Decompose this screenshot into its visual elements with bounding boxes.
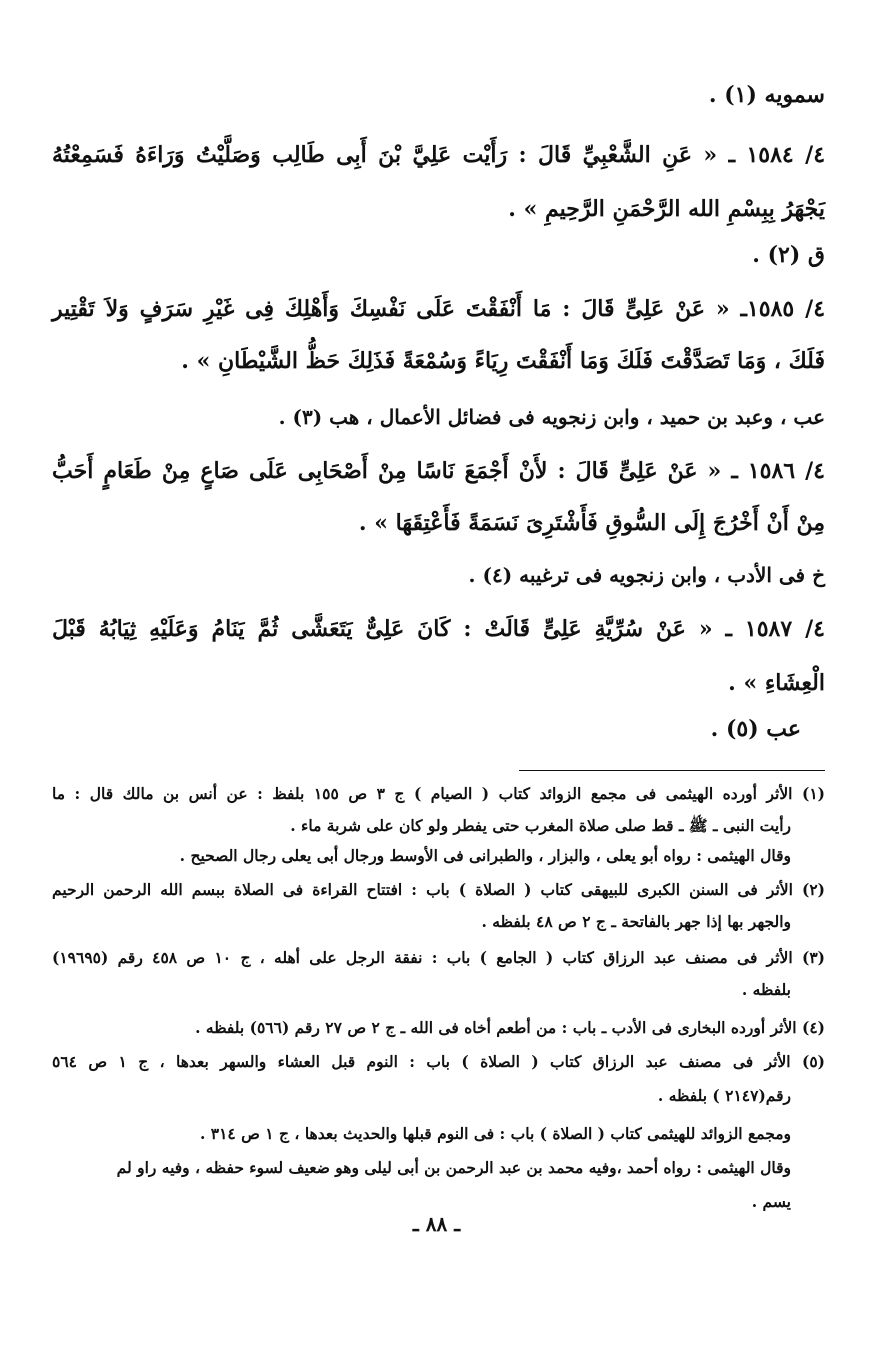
footnote-1: (١) الأثر أورده الهيثمى فى مجمع الزوائد كتاب ( الصيام ) ج ٣ ص ١٥٥ بلفظ : عن أنس بن مالك قال : ما (52, 784, 825, 803)
hadith-1586-line-2: مِنْ أَنْ أَخْرُجَ إِلَى السُّوقِ فَأَشْتَرِىَ نَسَمَةً فَأَعْتِقَهَا » . (358, 510, 825, 536)
footnote-3-cont: بلفظه . (741, 980, 791, 999)
hadith-1585-line-1: ٤/ ١٥٨٥ـ « عَنْ عَلِىٍّ قَالَ : مَا أَنْفَقْتَ عَلَى نَفْسِكَ وَأَهْلِكَ فِى غَيْرِ سَرَفٍ وَلاَ تَقْتِير (52, 296, 826, 322)
source-line: عب (٥) . (710, 716, 801, 742)
footnote-1-cont: وقال الهيثمى : رواه أبو يعلى ، والبزار ، والطبرانى فى الأوسط ورجال أبى يعلى رجال الصحيح . (179, 846, 791, 865)
footnote-3: (٣) الأثر فى مصنف عبد الرزاق كتاب ( الجامع ) باب : نفقة الرجل على أهله ، ج ١٠ ص ٤٥٨ رقم (١٩٦٩٥) (52, 948, 825, 967)
footnote-1-cont: رأيت النبى ـ ﷺ ـ قط صلى صلاة المغرب حتى يفطر ولو كان على شربة ماء . (290, 816, 791, 835)
footnote-5-cont: وقال الهيثمى : رواه أحمد ،وفيه محمد بن عبد الرحمن بن أبى ليلى وهو ضعيف لسوء حفظه ، وفيه راو لم (116, 1158, 791, 1177)
footnote-separator (519, 770, 825, 771)
footnote-2: (٢) الأثر فى السنن الكبرى للبيهقى كتاب ( الصلاة ) باب : افتتاح القراءة فى الصلاة ببسم الله الرحمن الرحيم (52, 880, 825, 899)
hadith-1584-line-1: ٤/ ١٥٨٤ ـ « عَنِ الشَّعْبِيِّ قَالَ : رَأَيْت عَلِيَّ بْنَ أَبِى طَالِب وَصَلَّيْتُ وَرَاءَهُ فَسَمِعْتُهُ (52, 142, 826, 168)
footnote-4: (٤) الأثر أورده البخارى فى الأدب ـ باب : من أطعم أخاه فى الله ـ ج ٢ ص ٢٧ رقم (٥٦٦) بلفظه . (195, 1018, 825, 1037)
page-content (52, 80, 825, 1361)
hadith-1587-line-1: ٤/ ١٥٨٧ ـ « عَنْ سُرِّيَّةِ عَلِىٍّ قَالَتْ : كَانَ عَلِىٌّ يَتَعَشَّى ثُمَّ يَنَامُ وَعَلَيْهِ ثِيَابُهُ قَبْلَ (52, 616, 825, 642)
page-number: ـ ٨٨ ـ (412, 1212, 461, 1236)
footnote-2-cont: والجهر بها إذا جهر بالفاتحة ـ ج ٢ ص ٤٨ بلفظه . (481, 912, 791, 931)
source-line: خ فى الأدب ، وابن زنجويه فى ترغيبه (٤) . (468, 563, 825, 587)
footnote-5-cont: رقم(٢١٤٧ ) بلفظه . (657, 1086, 791, 1105)
hadith-1586-line-1: ٤/ ١٥٨٦ ـ « عَنْ عَلِىٍّ قَالَ : لأَنْ أَجْمَعَ نَاسًا مِنْ أَصْحَابِى عَلَى صَاعٍ مِنْ طَعَامٍ أَحَبُّ (52, 458, 825, 484)
footnote-5: (٥) الأثر فى مصنف عبد الرزاق كتاب ( الصلاة ) باب : النوم قبل العشاء والسهر بعدها ، ج ١ ص ٥٦٤ (52, 1052, 825, 1071)
text-line: سمويه (١) . (708, 82, 825, 108)
hadith-1585-line-2: فَلَكَ ، وَمَا تَصَدَّقْتَ فَلَكَ وَمَا أَنْفَقْتَ رِيَاءً وَسُمْعَةً فَذَلِكَ حَظُّ الشَّيْطَانِ » . (181, 348, 825, 374)
source-line: ق (٢) . (752, 242, 825, 268)
footnote-5-cont: ومجمع الزوائد للهيثمى كتاب ( الصلاة ) باب : فى النوم قبلها والحديث بعدها ، ج ١ ص ٣١٤ . (199, 1124, 791, 1143)
hadith-1587-line-2: الْعِشَاءِ » . (728, 670, 825, 696)
hadith-1584-line-2: يَجْهَرُ بِبِسْمِ الله الرَّحْمَنِ الرَّحِيمِ » . (508, 196, 825, 222)
source-line: عب ، وعبد بن حميد ، وابن زنجويه فى فضائل الأعمال ، هب (٣) . (278, 405, 825, 429)
footnote-5-cont: يسم . (751, 1192, 791, 1211)
